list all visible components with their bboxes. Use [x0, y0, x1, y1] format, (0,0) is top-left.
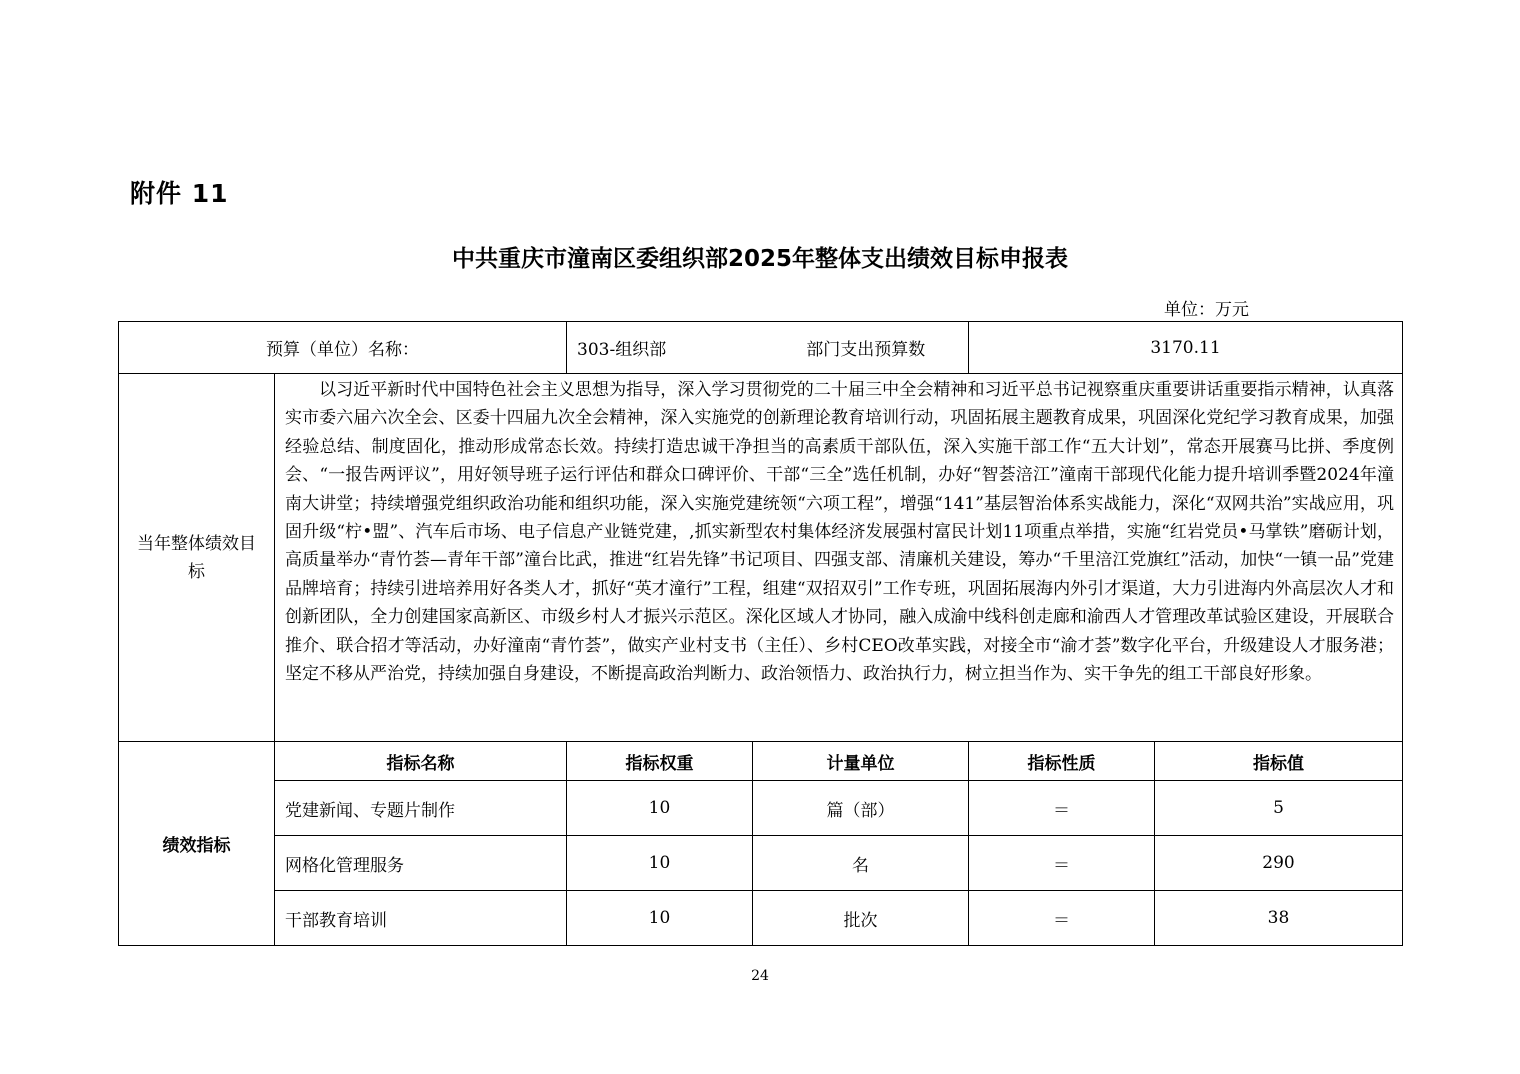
expenditure-value: 3170.11 — [969, 322, 1403, 374]
indicator-value: 38 — [1155, 891, 1403, 946]
indicator-name: 干部教育培训 — [275, 891, 567, 946]
header-indicator-nature: 指标性质 — [969, 742, 1155, 781]
annual-goal-row — [119, 374, 1403, 742]
header-indicator-weight: 指标权重 — [567, 742, 753, 781]
expenditure-label: 部门支出预算数 — [806, 340, 926, 360]
table-row — [119, 891, 1403, 946]
budget-name-label: 预算（单位）名称： — [119, 322, 567, 374]
indicator-weight: 10 — [567, 781, 753, 836]
page-title: 中共重庆市潼南区委组织部2025年整体支出绩效目标申报表 — [451, 246, 1068, 272]
annual-goal-label-cell — [119, 374, 275, 742]
header-indicator-value: 指标值 — [1155, 742, 1403, 781]
budget-name-cell — [567, 322, 969, 374]
annual-goal-label: 当年整体绩效目标 — [137, 533, 256, 582]
indicator-weight: 10 — [567, 891, 753, 946]
indicator-value: 290 — [1155, 836, 1403, 891]
indicator-name: 网格化管理服务 — [275, 836, 567, 891]
indicator-name: 党建新闻、专题片制作 — [275, 781, 567, 836]
indicator-nature: ＝ — [969, 836, 1155, 891]
indicator-nature: ＝ — [969, 891, 1155, 946]
table-row — [119, 781, 1403, 836]
indicator-unit: 名 — [753, 836, 969, 891]
performance-target-table — [118, 321, 1403, 946]
header-indicator-name: 指标名称 — [275, 742, 567, 781]
indicator-value: 5 — [1155, 781, 1403, 836]
budget-row — [119, 322, 1403, 374]
attachment-label: 附件 11 — [130, 179, 229, 208]
page-number: 24 — [751, 968, 769, 984]
indicator-nature: ＝ — [969, 781, 1155, 836]
budget-name-value: 303-组织部 — [577, 340, 667, 360]
indicator-weight: 10 — [567, 836, 753, 891]
unit-label: 单位：万元 — [1164, 300, 1249, 320]
indicator-unit: 批次 — [753, 891, 969, 946]
performance-indicators-label: 绩效指标 — [119, 742, 275, 946]
header-measure-unit: 计量单位 — [753, 742, 969, 781]
indicator-unit: 篇（部） — [753, 781, 969, 836]
table-row — [119, 836, 1403, 891]
indicator-header-row — [119, 742, 1403, 781]
annual-goal-text: 以习近平新时代中国特色社会主义思想为指导，深入学习贯彻党的二十届三中全会精神和习近平总书记视察重庆重要讲话重要指示精神，认真落实市委六届六次全会、区委十四届九次全会精神，深入实施党的创新理论教育培训行动，巩固拓展主题教育成果，巩固深化党纪学习教育成果，加强经验总结、制度固化，推动形成常态长效。持续打造忠诚干净担当的高素质干部队伍，深入实施干部工作“五大计划”，常态开展赛马比拼、季度例会、“一报告两评议”，用好领导班子运行评估和群众口碑评价、干部“三全”选任机制，办好“智荟涪江”潼南干部现代化能力提升培训季暨2024年潼南大讲堂；持续增强党组织政治功能和组织功能，深入实施党建统领“六项工程”，增强“141”基层智治体系实战能力，深化“双网共治”实战应用，巩固升级“柠•盟”、汽车后市场、电子信息产业链党建，,抓实新型农村集体经济发展强村富民计划11项重点举措，实施“红岩党员•马掌铁”磨砺计划，高质量举办“青竹荟—青年干部”潼台比武，推进“红岩先锋”书记项目、四强支部、清廉机关建设，筹办“千里涪江党旗红”活动，加快“一镇一品”党建品牌培育；持续引进培养用好各类人才，抓好“英才潼行”工程，组建“双招双引”工作专班，巩固拓展海内外引才渠道，大力引进海内外高层次人才和创新团队，全力创建国家高新区、市级乡村人才振兴示范区。深化区域人才协同，融入成渝中线科创走廊和渝西人才管理改革试验区建设，开展联合推介、联合招才等活动，办好潼南“青竹荟”，做实产业村支书（主任）、乡村CEO改革实践，对接全市“渝才荟”数字化平台，升级建设人才服务港；坚定不移从严治党，持续加强自身建设，不断提高政治判断力、政治领悟力、政治执行力，树立担当作为、实干争先的组工干部良好形象。 — [275, 374, 1403, 742]
